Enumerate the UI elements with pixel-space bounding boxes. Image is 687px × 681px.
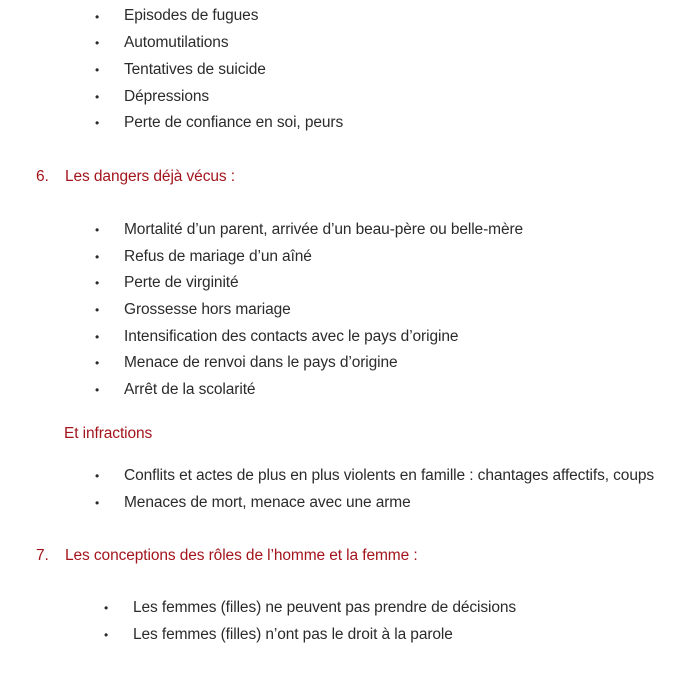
bullet-icon: • [95,90,100,104]
list-item: Perte de confiance en soi, peurs [124,114,344,131]
bullet-icon: • [95,63,100,77]
bullet-icon: • [95,276,100,290]
list-item: Episodes de fugues [124,7,259,24]
bullet-icon: • [95,223,100,237]
section-title: Les dangers déjà vécus : [65,168,235,185]
list-item: Grossesse hors mariage [124,301,291,318]
bullet-icon: • [104,601,109,615]
bullet-icon: • [104,628,109,642]
list-item: Perte de virginité [124,274,239,291]
bullet-icon: • [95,250,100,264]
bullet-icon: • [95,469,100,483]
section-title: Les conceptions des rôles de l’homme et la femme : [65,547,418,564]
list-item: Refus de mariage d’un aîné [124,248,312,265]
list-item: Les femmes (filles) ne peuvent pas prendre de décisions [133,599,517,616]
list-item: Menaces de mort, menace avec une arme [124,494,411,511]
bullet-icon: • [95,383,100,397]
list-item: Les femmes (filles) n’ont pas le droit à la parole [133,626,453,643]
list-item: Intensification des contacts avec le pays d’origine [124,328,459,345]
list-item: Dépressions [124,88,210,105]
list-item: Mortalité d’un parent, arrivée d’un beau-père ou belle-mère [124,221,524,238]
bullet-icon: • [95,303,100,317]
subheading-infractions: Et infractions [64,425,153,442]
list-item: Tentatives de suicide [124,61,266,78]
section-number: 6. [36,168,49,185]
section-6-heading [36,167,235,187]
bullet-icon: • [95,330,100,344]
bullet-icon: • [95,496,100,510]
bullet-icon: • [95,36,100,50]
section-number: 7. [36,547,49,564]
section-7-heading [36,546,418,566]
list-item: Arrêt de la scolarité [124,381,256,398]
bullet-icon: • [95,116,100,130]
list-item: Automutilations [124,34,229,51]
list-item: Conflits et actes de plus en plus violents en famille : chantages affectifs, coups [124,467,655,484]
list-item: Menace de renvoi dans le pays d’origine [124,354,398,371]
bullet-icon: • [95,10,100,24]
bullet-icon: • [95,356,100,370]
